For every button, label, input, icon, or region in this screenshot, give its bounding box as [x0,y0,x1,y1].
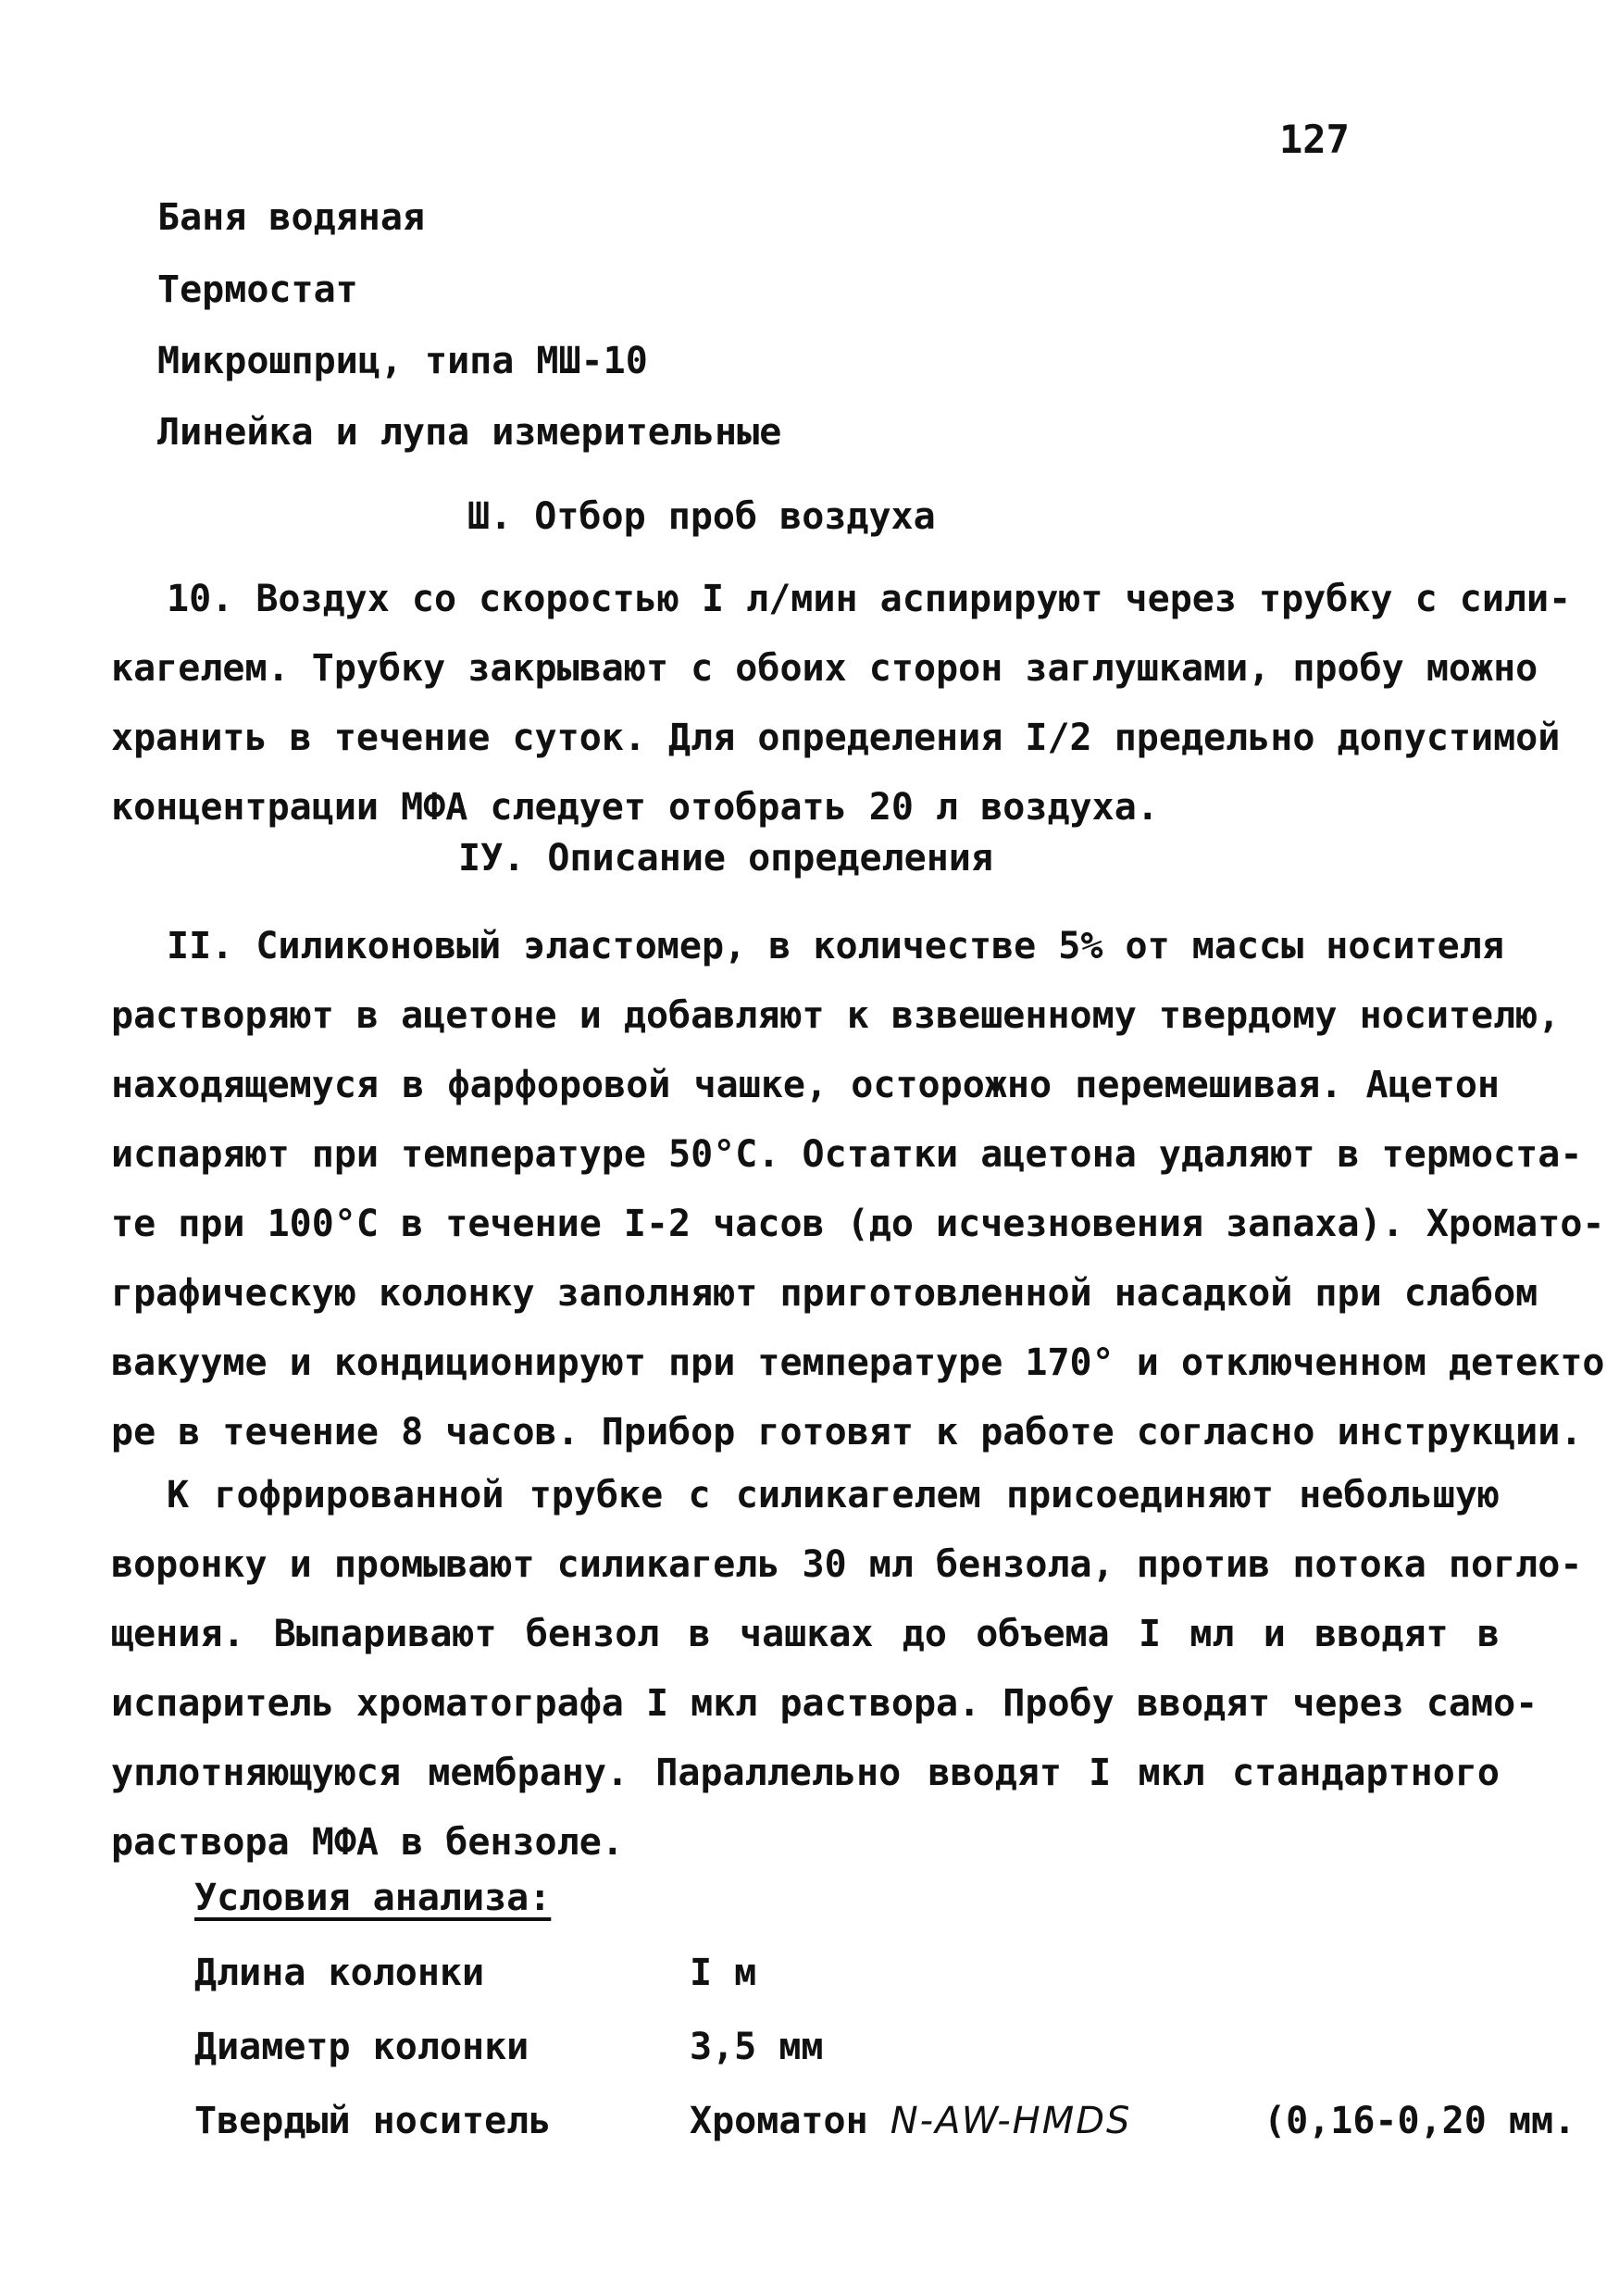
equipment-item: Термостат [157,268,358,311]
section-heading-method-description: IУ. Описание определения [458,837,993,880]
paragraph-line: II. Силиконовый эластомер, в количестве 5% от массы носителя [167,925,1504,967]
condition-value: I м [690,1952,757,1994]
paragraph-line: ре в течение 8 часов. Прибор готовят к работе согласно инструкции. [111,1411,1583,1454]
condition-value [690,2100,1131,2142]
paragraph-line: графическую колонку заполняют приготовленной насадкой при слабом [111,1272,1538,1315]
paragraph-line: концентрации МФА следует отобрать 20 л воздуха. [111,786,1159,829]
paragraph-line: растворяют в ацетоне и добавляют к взвешенному твердому носителю, [111,994,1561,1037]
paragraph-line: К гофрированной трубке с силикагелем присоединяют небольшую [167,1474,1500,1516]
condition-label: Диаметр колонки [194,2026,529,2068]
paragraph-column-preparation [111,912,1605,1467]
equipment-item: Баня водяная [157,196,425,239]
condition-value: 3,5 мм [690,2026,824,2068]
paragraph-line: вакууме и кондиционируют при температуре 170° и отключенном детекто [111,1341,1605,1384]
paragraph-line: щения. Выпаривают бензол в чашках до объема I мл и вводят в [111,1613,1500,1655]
paragraph-line: находящемуся в фарфоровой чашке, осторожно перемешивая. Ацетон [111,1064,1500,1106]
equipment-item: Микрошприц, типа МШ-10 [157,340,648,382]
paragraph-air-sampling [111,565,1572,842]
equipment-item: Линейка и лупа измерительные [157,411,782,454]
condition-label: Твердый носитель [194,2100,552,2142]
condition-value-handwritten: N-AW-HMDS [890,2100,1132,2142]
paragraph-line: воронку и промывают силикагель 30 мл бензола, против потока погло- [111,1543,1583,1586]
section-heading-air-sampling: Ш. Отбор проб воздуха [467,495,936,538]
paragraph-line: хранить в течение суток. Для определения I/2 предельно допустимой [111,717,1561,759]
condition-extra: (0,16-0,20 мм. [1264,2100,1576,2142]
paragraph-line: испаряют при температуре 50°C. Остатки ацетона удаляют в термоста- [111,1133,1583,1176]
paragraph-line: те при 100°C в течение I-2 часов (до исчезновения запаха). Хромато- [111,1203,1605,1245]
paragraph-line: раствора МФА в бензоле. [111,1821,624,1864]
paragraph-line: кагелем. Трубку закрывают с обоих сторон заглушками, пробу можно [111,647,1538,690]
paragraph-line: уплотняющуюся мембрану. Параллельно вводят I мкл стандартного [111,1752,1500,1794]
paragraph-line: испаритель хроматографа I мкл раствора. Пробу вводят через само- [111,1682,1538,1725]
conditions-title: Условия анализа: [194,1877,552,1919]
page-number: 127 [1279,117,1350,162]
paragraph-line: 10. Воздух со скоростью I л/мин аспирируют через трубку с сили- [167,578,1572,620]
condition-label: Длина колонки [194,1952,485,1994]
paragraph-sample-analysis [111,1461,1583,1878]
condition-value-printed: Хроматон [690,2100,868,2142]
